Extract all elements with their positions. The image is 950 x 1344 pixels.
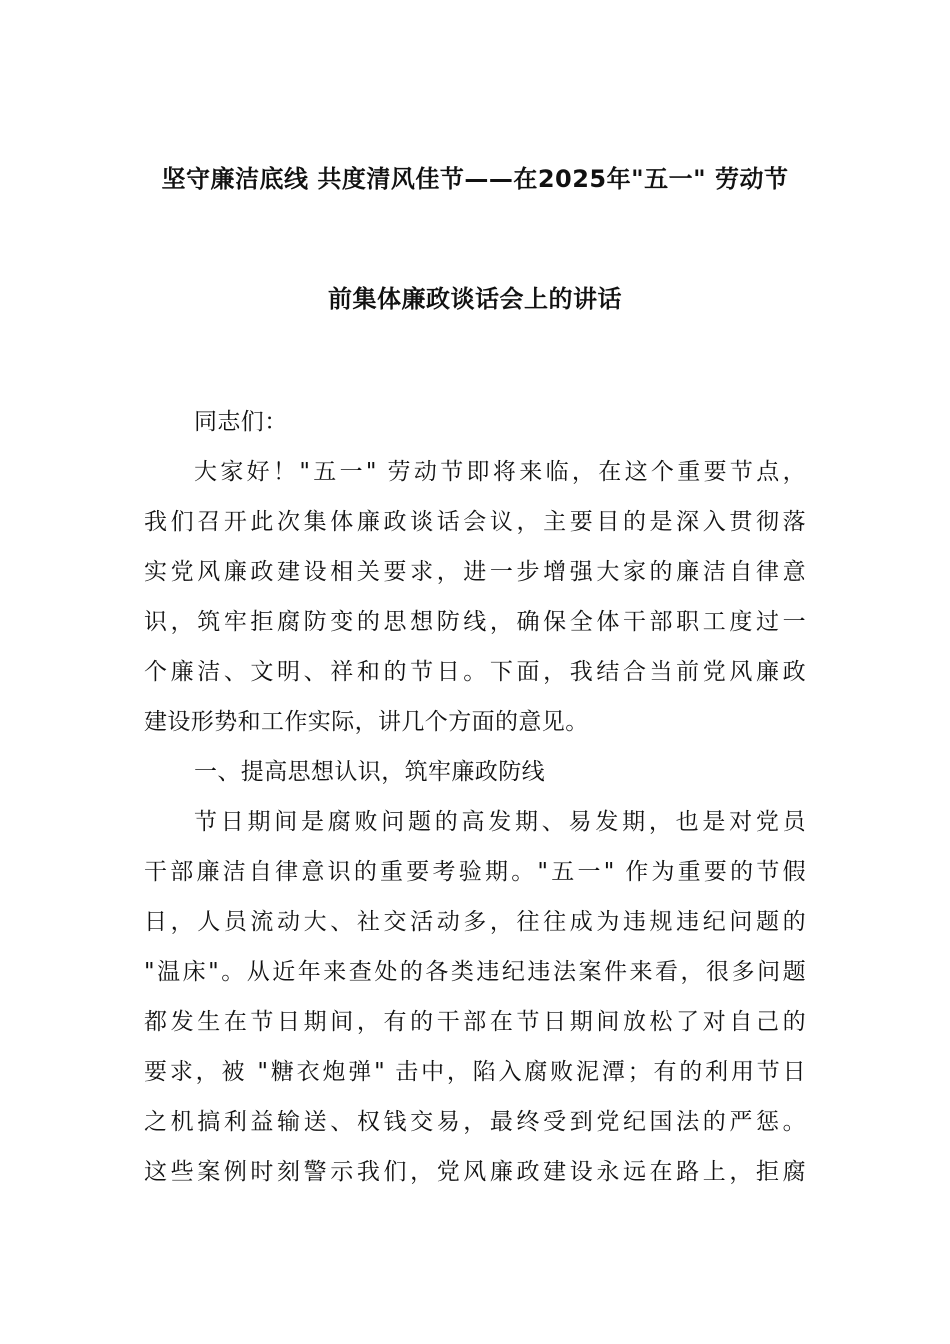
paragraph-line: 个廉洁、文明、祥和的节日。下面，我结合当前党风廉政: [144, 659, 806, 685]
salutation: 同志们：: [194, 409, 288, 435]
paragraph-line: 之机搞利益输送、权钱交易，最终受到党纪国法的严惩。: [144, 1109, 806, 1135]
paragraph-line: 日，人员流动大、社交活动多，往往成为违规违纪问题的: [144, 909, 806, 935]
paragraph-line: 都发生在节日期间，有的干部在节日期间放松了对自己的: [144, 1009, 806, 1035]
paragraph-line: 大家好！"五一" 劳动节即将来临，在这个重要节点，: [194, 459, 806, 485]
document-title-line-1: 坚守廉洁底线 共度清风佳节——在2025年"五一" 劳动节: [161, 165, 789, 193]
paragraph-line: 实党风廉政建设相关要求，进一步增强大家的廉洁自律意: [144, 559, 806, 585]
paragraph-line: 这些案例时刻警示我们，党风廉政建设永远在路上，拒腐: [144, 1159, 806, 1185]
paragraph-line: 要求，被 "糖衣炮弹" 击中，陷入腐败泥潭；有的利用节日: [144, 1059, 806, 1085]
paragraph-line: 建设形势和工作实际，讲几个方面的意见。: [144, 709, 589, 735]
paragraph-line: 节日期间是腐败问题的高发期、易发期，也是对党员: [194, 809, 806, 835]
paragraph-line: 识，筑牢拒腐防变的思想防线，确保全体干部职工度过一: [144, 609, 806, 635]
document-title-line-2: 前集体廉政谈话会上的讲话: [328, 285, 622, 313]
section-heading: 一、提高思想认识，筑牢廉政防线: [194, 759, 545, 785]
paragraph-line: "温床"。从近年来查处的各类违纪违法案件来看，很多问题: [144, 959, 806, 985]
paragraph-line: 我们召开此次集体廉政谈话会议，主要目的是深入贯彻落: [144, 509, 806, 535]
paragraph-line: 干部廉洁自律意识的重要考验期。"五一" 作为重要的节假: [144, 859, 806, 885]
